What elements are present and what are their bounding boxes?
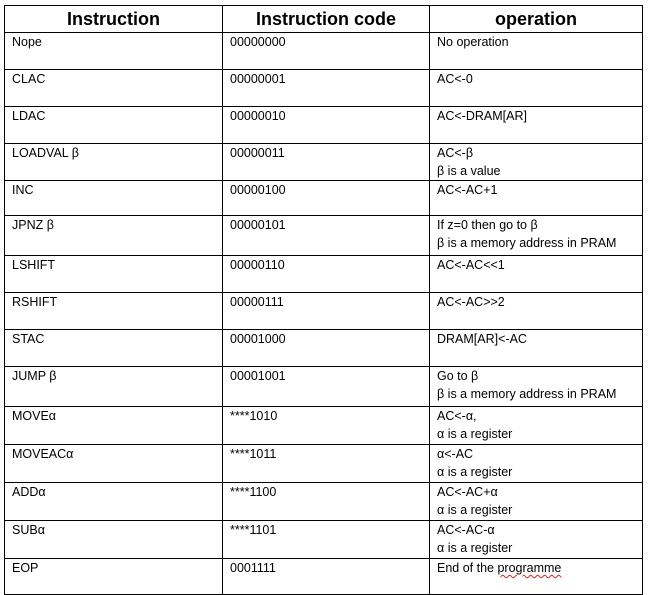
operation-cell — [430, 144, 643, 181]
table-row — [5, 107, 643, 144]
instruction-code-cell: 00000011 — [223, 144, 430, 181]
table-row — [5, 216, 643, 256]
instruction-code-cell: 00000100 — [223, 181, 430, 216]
table-row — [5, 293, 643, 330]
operation-cell — [430, 521, 643, 559]
instruction-cell: JPNZ β — [5, 216, 223, 256]
operation-line: α<-AC — [437, 447, 474, 461]
instruction-code-cell: 00000110 — [223, 256, 430, 293]
instruction-cell: EOP — [5, 559, 223, 595]
instruction-code-cell: ****1011 — [223, 445, 430, 483]
operation-line: No operation — [437, 35, 509, 49]
instruction-code-cell: 00000000 — [223, 33, 430, 70]
instruction-cell: JUMP β — [5, 367, 223, 407]
operation-cell — [430, 293, 643, 330]
operation-cell — [430, 330, 643, 367]
instruction-cell: MOVEACα — [5, 445, 223, 483]
instruction-code-cell: 00001000 — [223, 330, 430, 367]
operation-cell — [430, 445, 643, 483]
table-row — [5, 256, 643, 293]
operation-line: AC<-AC+α — [437, 485, 498, 499]
table-row — [5, 181, 643, 216]
instruction-code-cell: 00001001 — [223, 367, 430, 407]
operation-note: α is a register — [437, 465, 513, 479]
operation-cell — [430, 181, 643, 216]
operation-cell — [430, 367, 643, 407]
table-row — [5, 367, 643, 407]
operation-line: AC<-AC>>2 — [437, 295, 505, 309]
instruction-code-cell: 00000101 — [223, 216, 430, 256]
operation-line: AC<-0 — [437, 72, 473, 86]
instruction-code-cell: 0001111 — [223, 559, 430, 595]
instruction-cell: RSHIFT — [5, 293, 223, 330]
table-row — [5, 445, 643, 483]
instruction-set-table — [4, 5, 643, 595]
operation-line: AC<-DRAM[AR] — [437, 109, 527, 123]
operation-note: α is a register — [437, 503, 513, 517]
instruction-cell: LDAC — [5, 107, 223, 144]
misspelled-word[interactable]: programme — [497, 561, 562, 575]
header-operation: operation — [430, 6, 643, 33]
instruction-cell: MOVEα — [5, 407, 223, 445]
operation-cell — [430, 559, 643, 595]
operation-note: β is a memory address in PRAM — [437, 236, 617, 250]
operation-cell — [430, 483, 643, 521]
header-row — [5, 6, 643, 33]
table-row — [5, 70, 643, 107]
header-instruction-code: Instruction code — [223, 6, 430, 33]
table-row — [5, 521, 643, 559]
instruction-code-cell: 00000111 — [223, 293, 430, 330]
instruction-cell: LSHIFT — [5, 256, 223, 293]
instruction-cell: Nope — [5, 33, 223, 70]
table-row — [5, 483, 643, 521]
operation-note: β is a value — [437, 164, 501, 178]
instruction-code-cell: ****1101 — [223, 521, 430, 559]
table-row — [5, 559, 643, 595]
operation-line: AC<-AC-α — [437, 523, 495, 537]
instruction-code-cell: ****1010 — [223, 407, 430, 445]
operation-text: End of the — [437, 561, 498, 575]
instruction-cell: ADDα — [5, 483, 223, 521]
operation-cell — [430, 33, 643, 70]
instruction-code-cell: 00000010 — [223, 107, 430, 144]
operation-cell — [430, 70, 643, 107]
table-row — [5, 33, 643, 70]
operation-note: α is a register — [437, 541, 513, 555]
instruction-code-cell: 00000001 — [223, 70, 430, 107]
operation-line — [437, 559, 642, 577]
operation-cell — [430, 407, 643, 445]
header-instruction: Instruction — [5, 6, 223, 33]
operation-cell — [430, 107, 643, 144]
operation-line: DRAM[AR]<-AC — [437, 332, 527, 346]
operation-line: AC<-AC<<1 — [437, 258, 505, 272]
operation-note: α is a register — [437, 427, 513, 441]
table-row — [5, 330, 643, 367]
instruction-cell: INC — [5, 181, 223, 216]
instruction-cell: LOADVAL β — [5, 144, 223, 181]
operation-cell — [430, 256, 643, 293]
table-row — [5, 144, 643, 181]
operation-line: Go to β — [437, 369, 479, 383]
operation-note: β is a memory address in PRAM — [437, 387, 617, 401]
operation-line: AC<-α, — [437, 409, 477, 423]
table-body — [5, 33, 643, 595]
table-row — [5, 407, 643, 445]
operation-line: AC<-AC+1 — [437, 183, 498, 197]
instruction-cell: SUBα — [5, 521, 223, 559]
instruction-code-cell: ****1100 — [223, 483, 430, 521]
instruction-cell: STAC — [5, 330, 223, 367]
operation-line: AC<-β — [437, 146, 474, 160]
instruction-cell: CLAC — [5, 70, 223, 107]
operation-line: If z=0 then go to β — [437, 218, 538, 232]
operation-cell — [430, 216, 643, 256]
